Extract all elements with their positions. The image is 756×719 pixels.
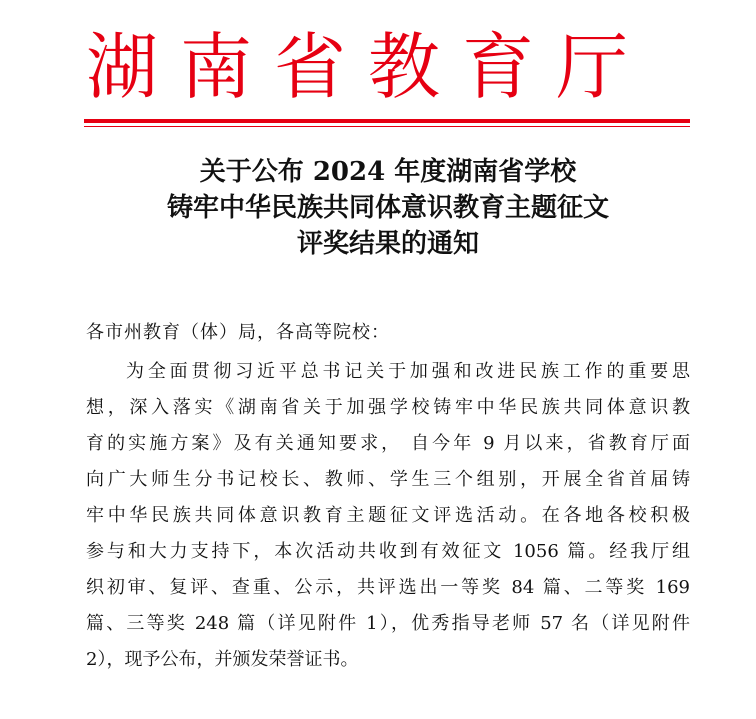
body-line-3: 育的实施方案》及有关通知要求， 自今年 9 月以来，省教育厅面 <box>86 433 690 454</box>
salutation: 各市州教育（体）局，各高等院校： <box>86 322 390 343</box>
letterhead-red-rule-thick <box>84 119 690 123</box>
notice-title <box>60 154 716 262</box>
title-line-2: 铸牢中华民族共同体意识教育主题征文 <box>166 193 609 223</box>
body-line-6: 参与和大力支持下，本次活动共收到有效征文 1056 篇。经我厅组 <box>86 541 690 562</box>
body-line-4: 向广大师生分书记校长、教师、学生三个组别，开展全省首届铸 <box>86 469 690 490</box>
body-line-8: 篇、三等奖 248 篇（详见附件 1），优秀指导老师 57 名（详见附件 <box>86 613 690 634</box>
body-line-5: 牢中华民族共同体意识教育主题征文评选活动。在各地各校积极 <box>86 505 690 526</box>
body-line-1: 为全面贯彻习近平总书记关于加强和改进民族工作的重要思 <box>126 361 690 382</box>
body-line-7: 织初审、复评、查重、公示，共评选出一等奖 84 篇、二等奖 169 <box>86 577 690 598</box>
body-paragraph <box>86 354 690 678</box>
letterhead-red-rule-thin <box>84 126 690 127</box>
title-line-1: 关于公布 2024 年度湖南省学校 <box>199 157 577 187</box>
body-line-2: 想，深入落实《湖南省关于加强学校铸牢中华民族共同体意识教 <box>86 397 690 418</box>
agency-letterhead: 湖南省教育厅 <box>86 25 651 109</box>
title-line-3: 评奖结果的通知 <box>296 229 479 259</box>
body-line-9: 2），现予公布，并颁发荣誉证书。 <box>86 649 359 670</box>
